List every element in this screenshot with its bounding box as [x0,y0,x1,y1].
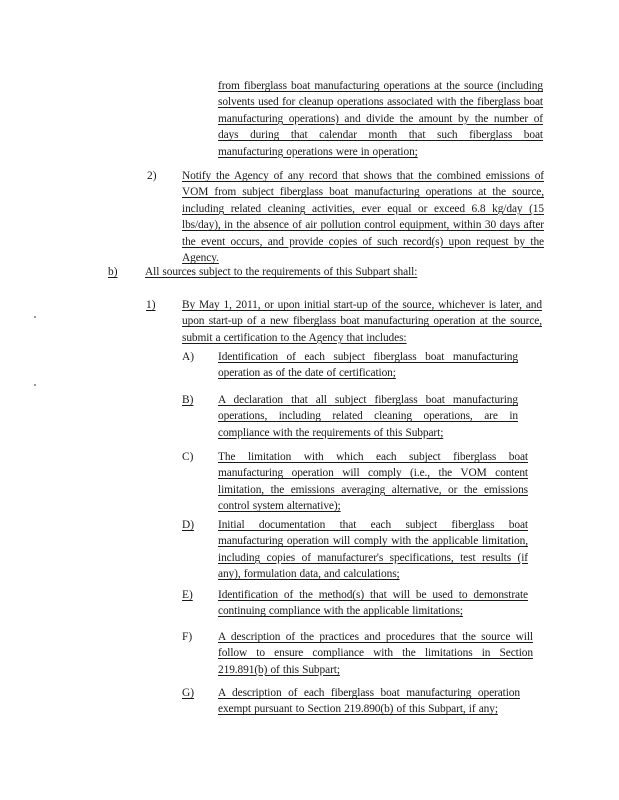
subitem-c-text: The limitation with which each subject fiberglass boat manufacturing operation will comply (i.e., the VOM content limitation, the emissions averaging alternative, or the emissions control system alternative); [218,451,528,513]
subitem-d-text: Initial documentation that each subject fiberglass boat manufacturing operation will comply with the applicable limitation, including copies of manufacturer's specifications, test results (if any), formulation data, and calculations; [218,519,528,581]
subitem-g-label: G) [182,687,195,699]
item-2-label: 2) [147,170,157,182]
subitem-f-label: F) [182,631,193,643]
item-2-paragraph: Notify the Agency of any record that shows that the combined emissions of VOM from subject fiberglass boat manufacturing operations at the source, including related cleaning activities, ever equal or exceed 6.8 kg/day (15 lbs/day), in the absence of air pollution control equipment, within 30 days after the event occurs, and provide copies of such record(s) upon request by the Agency. [182,170,544,265]
subitem-c-label: C) [182,451,194,463]
item-b1-paragraph: By May 1, 2011, or upon initial start-up of the source, whichever is later, and upon start-up of a new fiberglass boat manufacturing operation at the source, submit a certification to the Agency that includes: [182,299,542,344]
subitem-g-text: A description of each fiberglass boat manufacturing operation exempt pursuant to Section 219.890(b) of this Subpart, if any; [218,687,520,716]
section-b-heading: All sources subject to the requirements of this Subpart shall: [145,266,418,278]
item-b1-label: 1) [146,299,156,311]
subitem-b-text: A declaration that all subject fiberglass boat manufacturing operations, including related cleaning operations, are in compliance with the requirements of this Subpart; [218,394,518,439]
subitem-e-text: Identification of the method(s) that will be used to demonstrate continuing compliance with the applicable limitations; [218,589,528,618]
scan-speck [34,316,36,318]
continuation-paragraph: from fiberglass boat manufacturing operations at the source (including solvents used for cleanup operations associated with the fiberglass boat manufacturing operations) and divide the amount by the number of days during that calendar month that such fiberglass boat manufacturing operations were in operation; [218,80,543,158]
subitem-a-text: Identification of each subject fiberglass boat manufacturing operation as of the date of certification; [218,351,518,380]
section-b-label: b) [108,266,118,278]
subitem-f-text: A description of the practices and procedures that the source will follow to ensure compliance with the limitations in Section 219.891(b) of this Subpart; [218,631,533,676]
subitem-a-label: A) [182,351,195,363]
subitem-b-label: B) [182,394,194,406]
subitem-e-label: E) [182,589,193,601]
scan-speck [34,384,36,386]
subitem-d-label: D) [182,519,195,531]
